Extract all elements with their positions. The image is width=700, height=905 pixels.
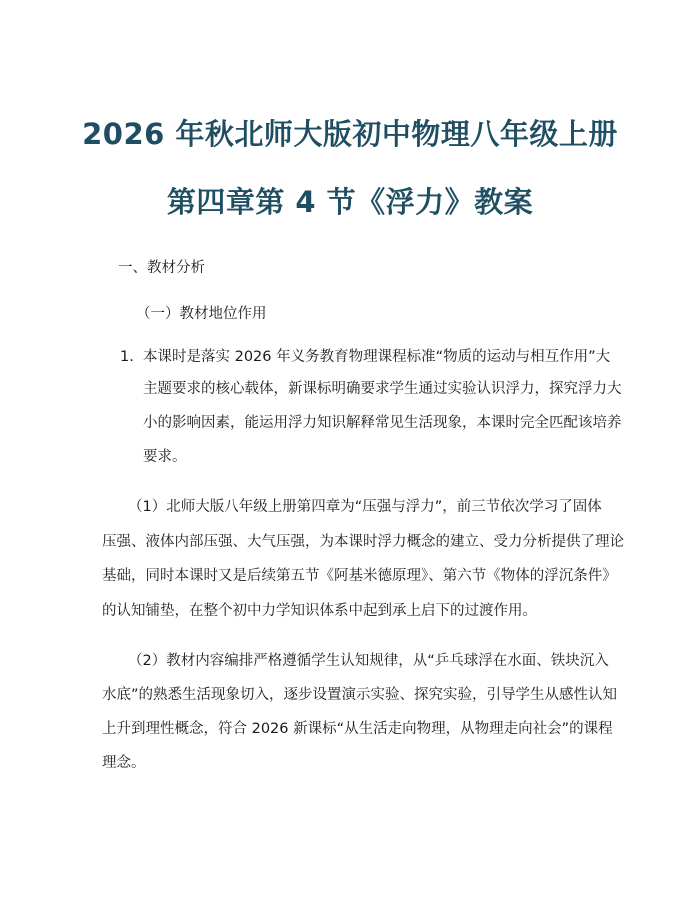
document-title-line1: 2026 年秋北师大版初中物理八年级上册: [82, 117, 618, 151]
paragraph-line: （1）北师大版八年级上册第四章为“压强与浮力”，前三节依次学习了固体: [128, 499, 602, 515]
list-item-line: 要求。: [143, 449, 187, 465]
paragraph-line: 理念。: [102, 755, 146, 771]
paragraph-line: 水底”的熟悉生活现象切入，逐步设置演示实验、探究实验，引导学生从感性认知: [102, 687, 618, 703]
section-heading-textbook-analysis: 一、教材分析: [118, 260, 205, 276]
document-title-line2: 第四章第 4 节《浮力》教案: [166, 185, 534, 219]
paragraph-line: （2）教材内容编排严格遵循学生认知规律，从“乒乓球浮在水面、铁块沉入: [128, 653, 609, 669]
subsection-heading-textbook-role: （一）教材地位作用: [136, 306, 267, 322]
paragraph-line: 压强、液体内部压强、大气压强，为本课时浮力概念的建立、受力分析提供了理论: [102, 534, 624, 550]
list-item-line: 小的影响因素，能运用浮力知识解释常见生活现象，本课时完全匹配该培养: [143, 415, 622, 431]
paragraph-line: 基础，同时本课时又是后续第五节《阿基米德原理》、第六节《物体的浮沉条件》: [102, 568, 617, 584]
paragraph-line: 的认知铺垫，在整个初中力学知识体系中起到承上启下的过渡作用。: [102, 603, 537, 619]
list-item-line: 本课时是落实 2026 年义务教育物理课程标准“物质的运动与相互作用”大: [143, 349, 611, 365]
list-item-line: 主题要求的核心载体，新课标明确要求学生通过实验认识浮力，探究浮力大: [143, 381, 622, 397]
list-item-number: 1.: [120, 349, 134, 365]
paragraph-line: 上升到理性概念，符合 2026 新课标“从生活走向物理，从物理走向社会”的课程: [102, 721, 613, 737]
